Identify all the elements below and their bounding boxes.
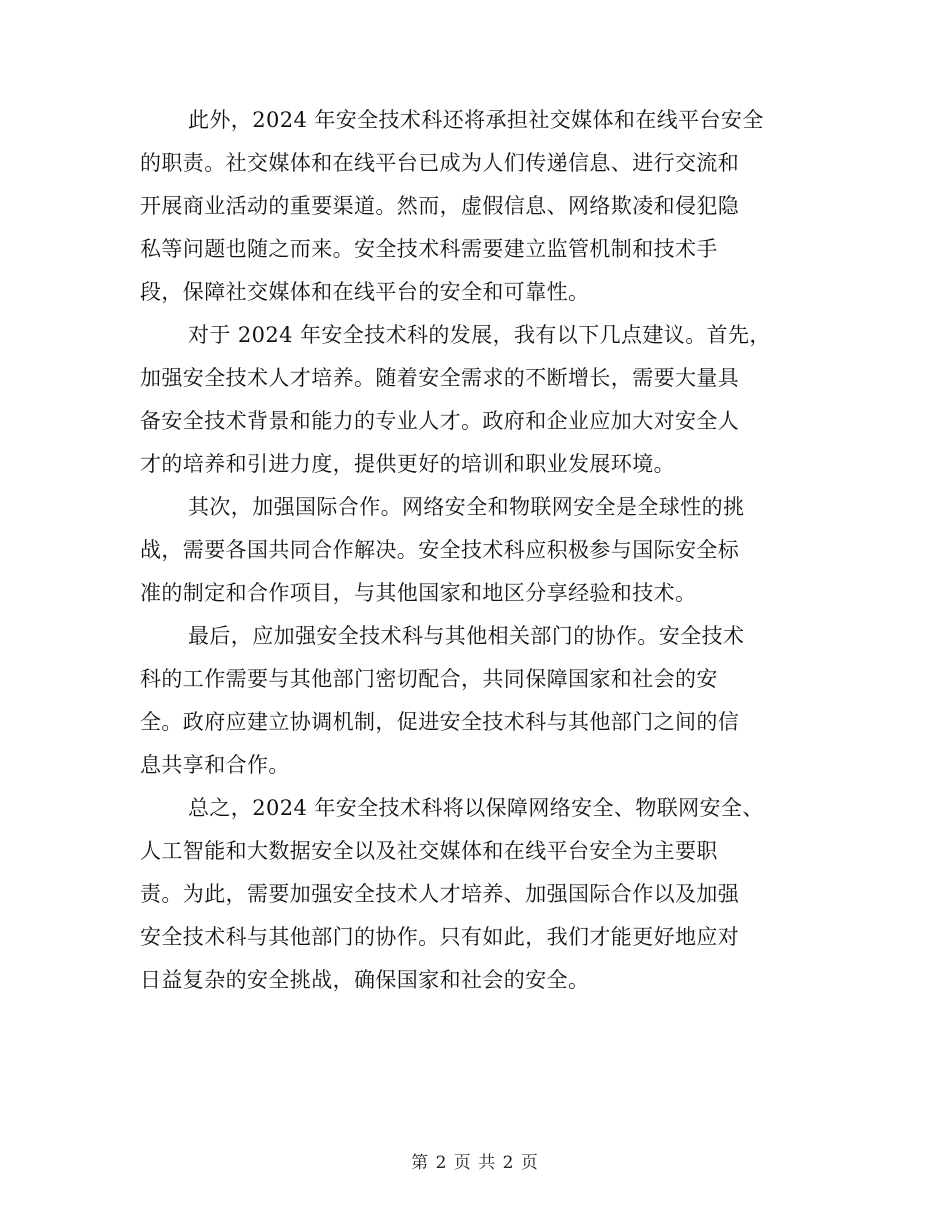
text-line: 段，保障社交媒体和在线平台的安全和可靠性。 (140, 280, 590, 304)
text-line: 备安全技术背景和能力的专业人才。政府和企业应加大对安全人 (140, 409, 740, 433)
text-line: 对于 2024 年安全技术科的发展，我有以下几点建议。首先， (188, 323, 771, 347)
text-line: 其次，加强国际合作。网络安全和物联网安全是全球性的挑 (188, 495, 745, 519)
text-line: 最后，应加强安全技术科与其他相关部门的协作。安全技术 (188, 624, 745, 648)
text-line: 全。政府应建立协调机制，促进安全技术科与其他部门之间的信 (140, 710, 740, 734)
text-line: 战，需要各国共同合作解决。安全技术科应积极参与国际安全标 (140, 538, 740, 562)
text-line: 开展商业活动的重要渠道。然而，虚假信息、网络欺凌和侵犯隐 (140, 194, 740, 218)
text-line: 责。为此，需要加强安全技术人才培养、加强国际合作以及加强 (140, 882, 740, 906)
text-line: 私等问题也随之而来。安全技术科需要建立监管机制和技术手 (140, 237, 718, 261)
text-line: 安全技术科与其他部门的协作。只有如此，我们才能更好地应对 (140, 925, 740, 949)
page-number-footer: 第 2 页 共 2 页 (411, 1153, 539, 1173)
text-line: 加强安全技术人才培养。随着安全需求的不断增长，需要大量具 (140, 366, 740, 390)
paragraph (140, 314, 805, 486)
paragraph (140, 99, 805, 314)
text-line: 才的培养和引进力度，提供更好的培训和职业发展环境。 (140, 452, 675, 476)
document-body (140, 99, 805, 1002)
text-line: 人工智能和大数据安全以及社交媒体和在线平台安全为主要职 (140, 839, 718, 863)
text-line: 息共享和合作。 (140, 753, 290, 777)
paragraph (140, 486, 805, 615)
paragraph (140, 787, 805, 1002)
text-line: 此外，2024 年安全技术科还将承担社交媒体和在线平台安全 (188, 108, 764, 132)
text-line: 日益复杂的安全挑战，确保国家和社会的安全。 (140, 968, 590, 992)
paragraph (140, 615, 805, 787)
text-line: 准的制定和合作项目，与其他国家和地区分享经验和技术。 (140, 581, 697, 605)
text-line: 科的工作需要与其他部门密切配合，共同保障国家和社会的安 (140, 667, 718, 691)
text-line: 总之，2024 年安全技术科将以保障网络安全、物联网安全、 (188, 796, 764, 820)
text-line: 的职责。社交媒体和在线平台已成为人们传递信息、进行交流和 (140, 151, 740, 175)
